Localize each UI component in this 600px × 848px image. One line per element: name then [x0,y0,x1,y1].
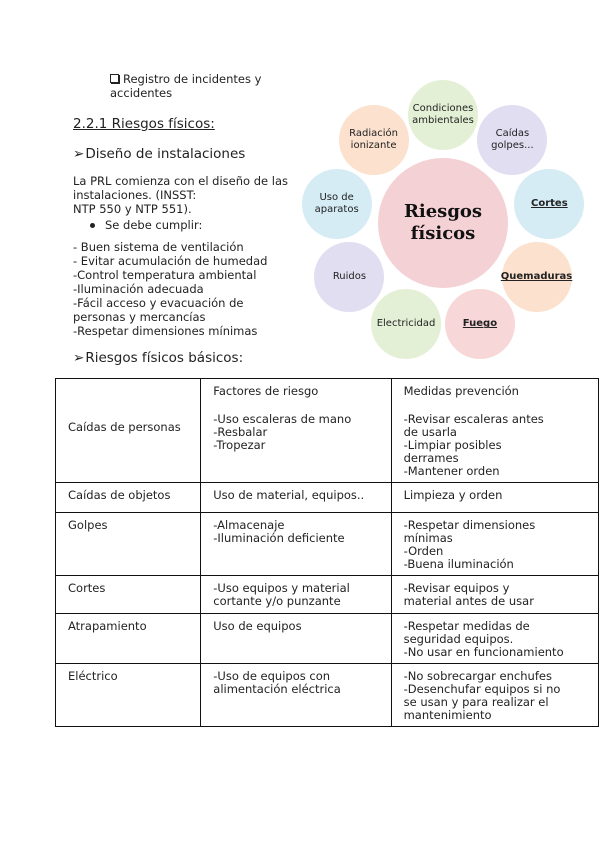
requirement-item: - Evitar acumulación de humedad [73,254,268,268]
risk-name-cell [56,664,201,727]
risk-name-cell-text: Cortes [68,581,106,595]
risk-name-cell [56,576,201,614]
requirement-item: -Respetar dimensiones mínimas [73,324,258,338]
risk-name-cell-text: Caídas de personas [68,420,181,434]
diagram-petal-label: Uso de aparatos [314,192,359,216]
risk-factors-cell [201,379,391,483]
design-subheading [73,146,245,162]
diagram-petal-label: Electricidad [376,318,436,330]
risk-name-cell [56,483,201,513]
arrow-bullet-icon: ➢ [73,146,85,162]
basic-risks-subheading [73,350,243,366]
risk-measures-cell-text: -Revisar escaleras antes de usarla -Limpiar posibles derrames -Mantener orden [403,412,544,478]
dot-bullet-icon [90,223,95,228]
risk-measures-cell-text: -Revisar equipos y material antes de usar [403,581,534,608]
risk-factors-cell [201,483,391,513]
risk-factors-cell-text: -Uso escaleras de mano -Resbalar -Tropezar [213,412,352,452]
intro-text: La PRL comienza con el diseño de las instalaciones. (INSST: NTP 550 y NTP 551). [73,174,288,216]
diagram-petal-label: Quemaduras [500,271,573,282]
risk-name-cell [56,513,201,576]
risk-name-cell [56,379,201,483]
risk-factors-cell-text: Uso de material, equipos.. [213,488,365,502]
design-subheading-text: Diseño de instalaciones [85,146,246,162]
risk-name-cell-text: Caídas de objetos [68,488,171,502]
diagram-petal-label: Ruidos [332,271,367,282]
risk-factors-cell-text: -Uso equipos y material cortante y/o punzante [213,581,350,608]
table-header-cell: Factores de riesgo [213,384,319,398]
risk-measures-cell-text: Limpieza y orden [403,488,503,502]
risk-name-cell-text: Atrapamiento [68,619,147,633]
risks-diagram [298,78,580,368]
table-header-cell: Medidas prevención [403,384,519,398]
risk-measures-cell [391,483,598,513]
registro-bullet [110,72,290,100]
risk-measures-cell-text: -No sobrecargar enchufes -Desenchufar equipos si no se usan y para realizar el mantenimiento [403,669,561,722]
diagram-petal-label: Radiación ionizante [349,128,398,152]
requirement-item: personas y mercancías [73,310,206,324]
must-comply-text: Se debe cumplir: [105,218,203,232]
table-row [56,483,599,513]
risk-name-cell-text: Golpes [68,518,108,532]
risk-measures-cell-text: -Respetar dimensiones mínimas -Orden -Buena iluminación [403,518,536,571]
diagram-petal-label: Caídas golpes... [491,128,534,152]
risk-measures-cell [391,576,598,614]
risk-factors-cell [201,576,391,614]
registro-bullet-text: Registro de incidentes y accidentes [110,72,262,100]
requirement-item: -Iluminación adecuada [73,282,204,296]
requirement-item: -Fácil acceso y evacuación de [73,296,244,310]
risk-factors-cell [201,614,391,664]
risk-factors-cell [201,513,391,576]
risk-name-cell [56,614,201,664]
risk-factors-cell [201,664,391,727]
risk-measures-cell [391,513,598,576]
checkbox-bullet-icon [110,74,119,83]
risk-factors-cell-text: Uso de equipos [213,619,302,633]
risk-factors-cell-text: -Almacenaje -Iluminación deficiente [213,518,345,545]
risk-measures-cell [391,379,598,483]
table-row [56,664,599,727]
risk-measures-cell [391,664,598,727]
risk-factors-cell-text: -Uso de equipos con alimentación eléctrica [213,669,341,696]
diagram-petal-label: Fuego [462,318,498,330]
requirement-item: -Control temperatura ambiental [73,268,257,282]
diagram-petal-label: Condiciones ambientales [412,103,474,126]
must-comply [73,218,202,232]
diagram-petal-label: Cortes [531,198,568,210]
arrow-bullet-icon: ➢ [73,350,85,366]
risk-name-cell-text: Eléctrico [68,669,118,683]
risk-measures-cell [391,614,598,664]
table-row [56,513,599,576]
risk-measures-cell-text: -Respetar medidas de seguridad equipos. -No usar en funcionamiento [403,619,564,659]
table-row [56,379,599,483]
section-title: 2.2.1 Riesgos físicos: [73,116,215,132]
basic-risks-subheading-text: Riesgos físicos básicos: [85,350,244,366]
risks-table [55,378,599,727]
table-row [56,576,599,614]
requirements-list [73,240,303,338]
diagram-center-label: Riesgos físicos [403,201,483,244]
table-row [56,614,599,664]
requirement-item: - Buen sistema de ventilación [73,240,244,254]
